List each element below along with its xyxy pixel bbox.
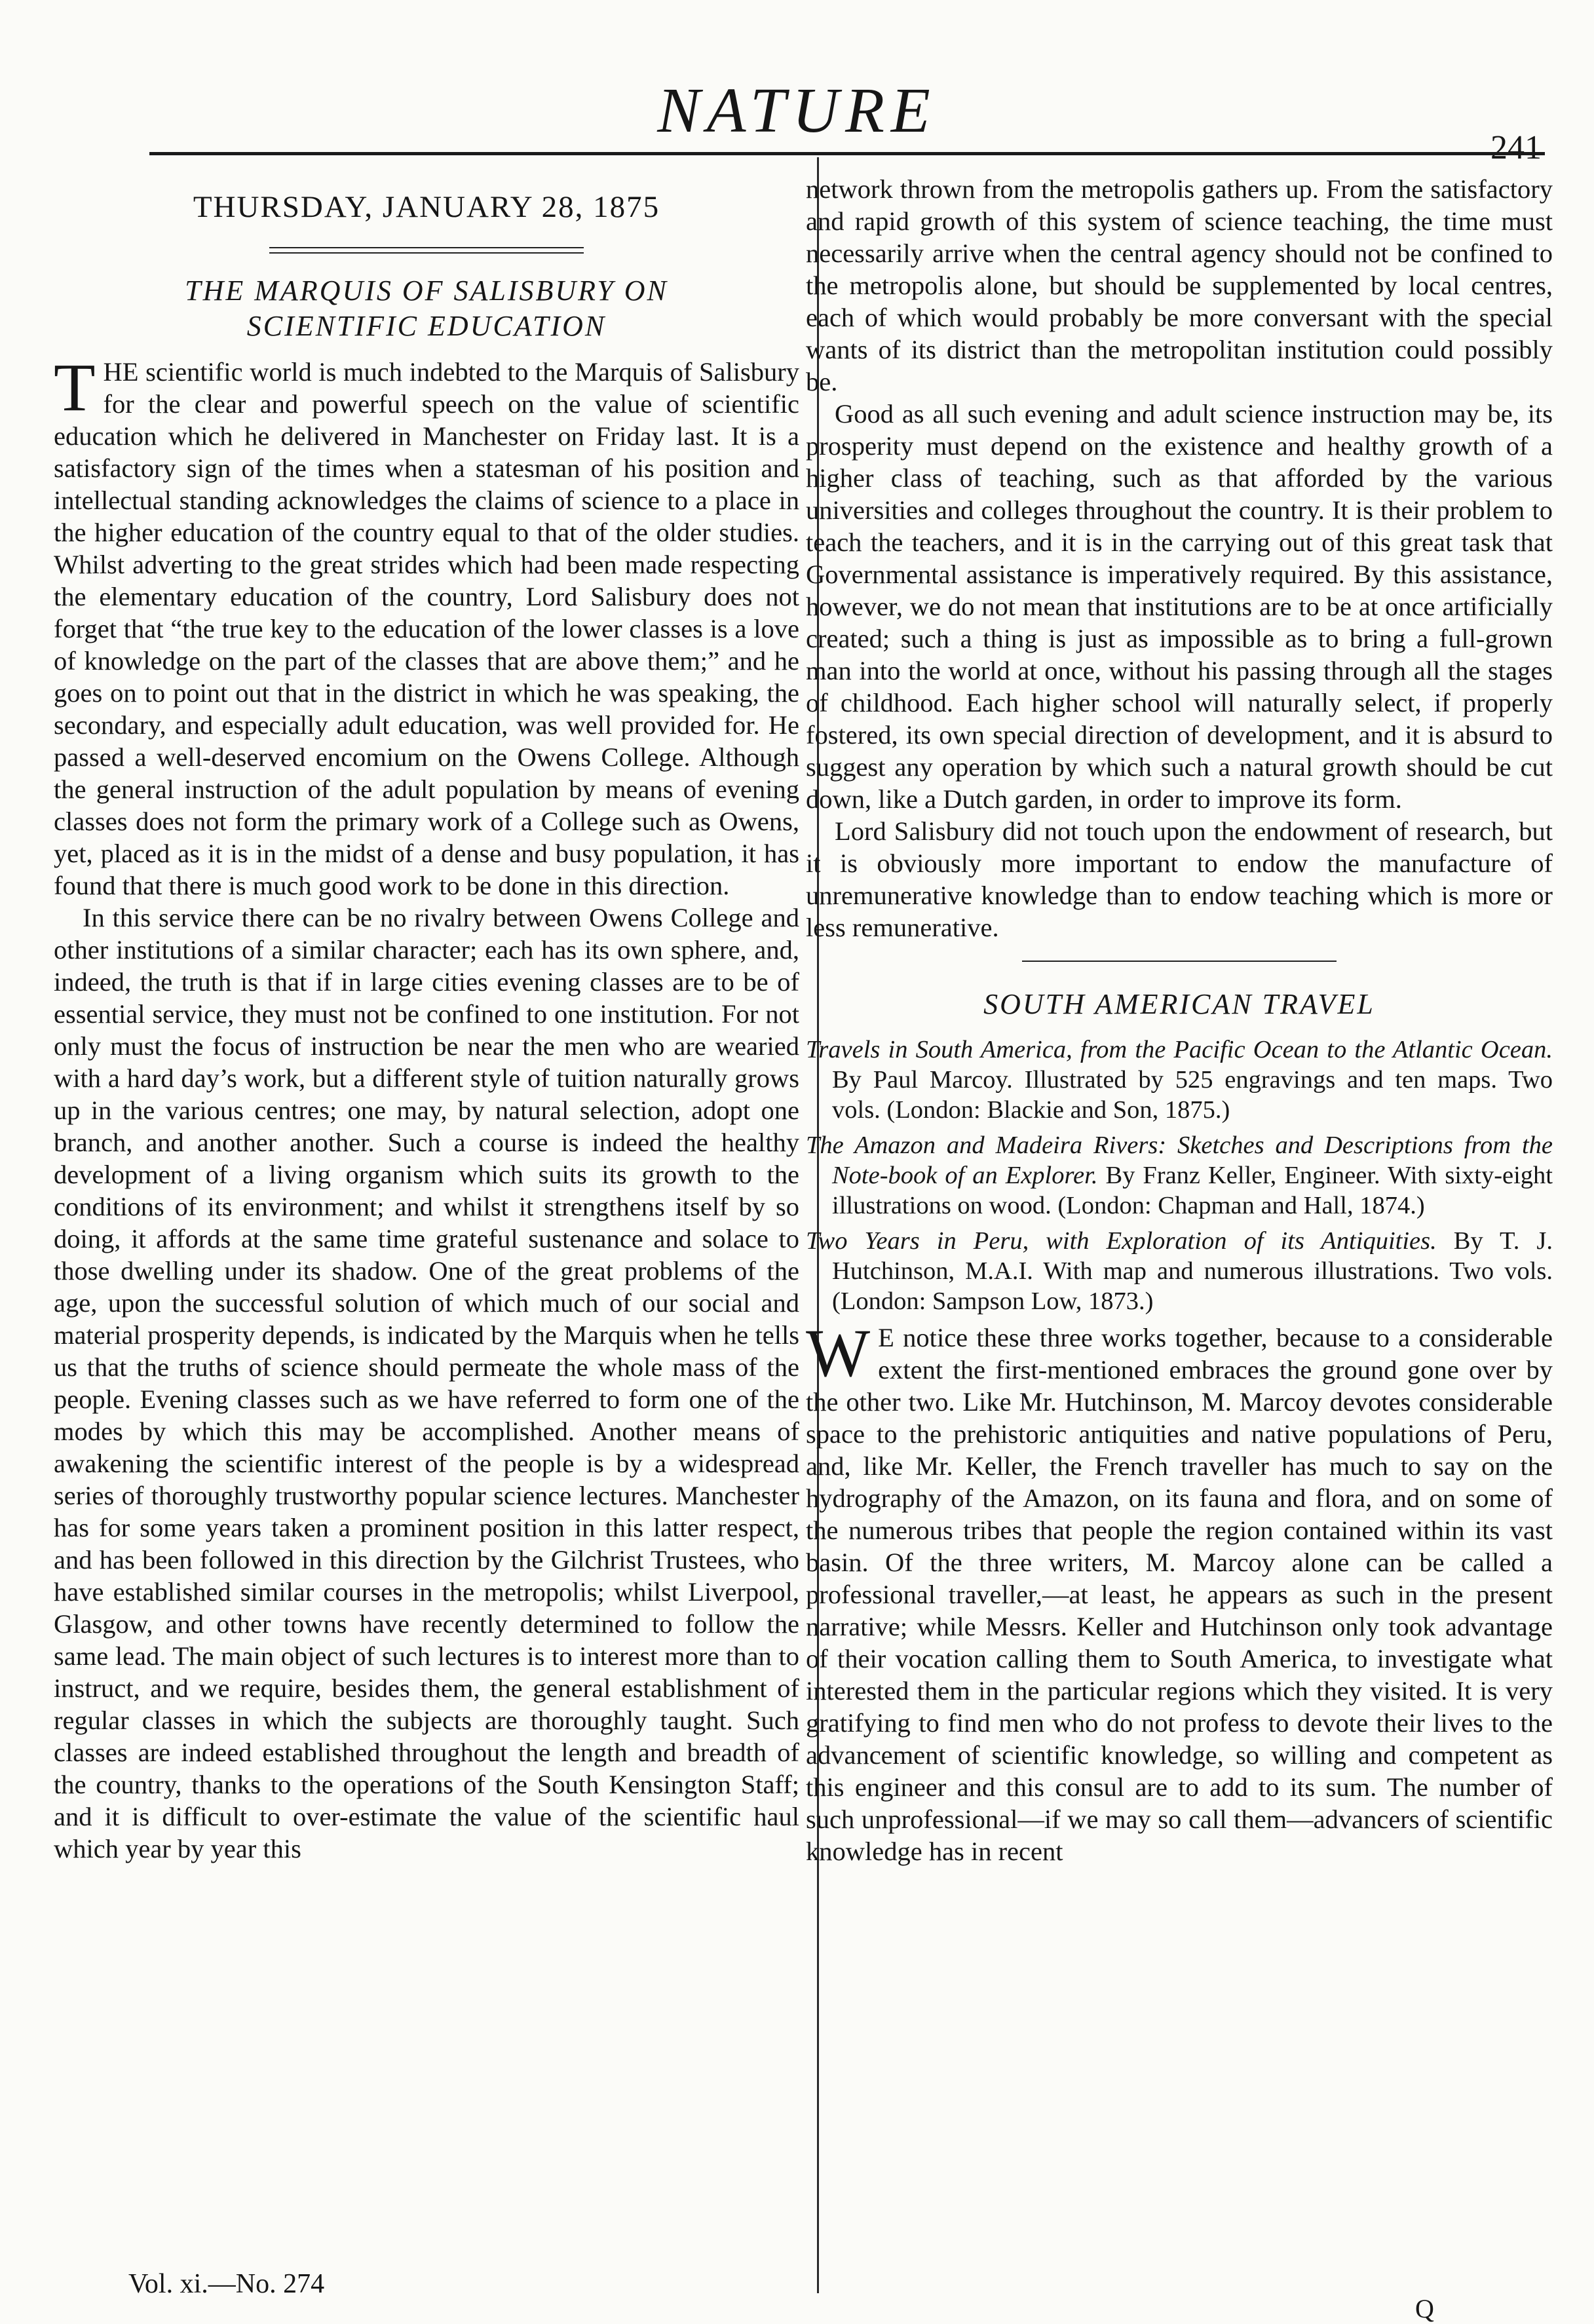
signature-mark: Q: [1415, 2294, 1434, 2323]
review-details: By Paul Marcoy. Illustrated by 525 engravings and ten maps. Two vols. (London: Blackie and Son, 1875.): [832, 1066, 1553, 1124]
article-paragraph-3: network thrown from the metropolis gathers up. From the satisfactory and rapid growth of this system of science teaching, the time must necessarily arrive when the central agency should not be confined to the metropolis alone, but should be supplemented by local centres, each of which would probably be more conversant with the special wants of its district than the metropolitan institution could possibly be.: [806, 174, 1553, 396]
review-title: The Amazon and Madeira Rivers: Sketches and Descriptions from the Note-book of an Explorer.: [806, 1132, 1553, 1189]
section-title: SOUTH AMERICAN TRAVEL: [983, 988, 1375, 1020]
masthead: NATURE: [657, 75, 937, 146]
review-details: By Franz Keller, Engineer. With sixty-eight illustrations on wood. (London: Chapman and Hall, 1874.): [832, 1162, 1553, 1219]
review-paragraph-1: [806, 1316, 1553, 1867]
paragraph-text: HE scientific world is much indebted to the Marquis of Salisbury for the clear and powerful speech on the value of scientific education which he delivered in Manchester on Friday last. It is a satisfactory sign of the times when a statesman of his position and intellectual standing acknowledges the claims of science to a place in the higher education of the country equal to that of the older studies. Whilst adverting to the great strides which had been made respecting the elementary education of the country, Lord Salisbury does not forget that “the true key to the education of the lower classes is a love of knowledge on the part of the classes that are above them;” and he goes on to point out that in the district in which he was speaking, the secondary, and especially adult education, was well provided for. He passed a well-deserved encomium on the Owens College. Although the general instruction of the adult population by means of evening classes does not form the primary work of a College such as Owens, yet, placed as it is in the midst of a dense and busy population, it has found that there is much good work to be done in this direction.: [54, 357, 799, 900]
review-title: Two Years in Peru, with Exploration of its Antiquities.: [806, 1227, 1437, 1255]
article-title-line-2: SCIENTIFIC EDUCATION: [246, 310, 607, 342]
right-column: [806, 173, 1553, 1867]
article-title: [54, 273, 799, 344]
volume-number: Vol. xi.—No. 274: [128, 2269, 325, 2299]
article-paragraph-5: Lord Salisbury did not touch upon the endowment of research, but it is obviously more important to endow the manufacture of unremunerative knowledge than to endow teaching which is more or less remunerative.: [806, 816, 1553, 942]
article-title-line-1: THE MARQUIS OF SALISBURY ON: [185, 275, 668, 307]
article-paragraph-1: [54, 350, 799, 902]
issue-date: THURSDAY, JANUARY 28, 1875: [193, 190, 660, 224]
header-rule: [149, 152, 1545, 155]
review-citation: [806, 1226, 1553, 1316]
left-column: [54, 173, 799, 1865]
date-rule: [269, 247, 584, 254]
review-title: Travels in South America, from the Pacific Ocean to the Atlantic Ocean.: [806, 1036, 1553, 1063]
section-rule: [1022, 961, 1337, 962]
review-citation: [806, 1035, 1553, 1125]
drop-cap: T: [54, 350, 96, 425]
page-number: 241: [1490, 129, 1542, 166]
review-details: By T. J. Hutchinson, M.A.I. With map and numerous illustrations. Two vols. (London: Sampson Low, 1873.): [832, 1227, 1553, 1315]
drop-cap: W: [806, 1316, 871, 1391]
paragraph-text: E notice these three works together, because to a considerable extent the first-mentioned embraces the ground gone over by the other two. Like Mr. Hutchinson, M. Marcoy devotes considerable space to the prehistoric antiquities and native populations of Peru, and, like Mr. Keller, the French traveller has much to say on the hydrography of the Amazon, on its fauna and flora, and on some of the numerous tribes that people the region contained within its vast basin. Of the three writers, M. Marcoy alone can be called a professional traveller,—at least, he appears as such in the present narrative; while Messrs. Keller and Hutchinson only took advantage of their vocation calling them to South America, to investigate what interested them in the particular regions which they visited. It is very gratifying to find men who do not profess to devote their lives to the advancement of scientific knowledge, so willing and competent as this engineer and this consul are to add to its sum. The number of such unprofessional—if we may so call them—advancers of scientific knowledge has in recent: [806, 1323, 1553, 1866]
article-paragraph-2: In this service there can be no rivalry between Owens College and other institutions of a similar character; each has its own sphere, and, indeed, the truth is that if in large cities evening classes are to be of essential service, they must not be confined to one institution. For not only must the focus of instruction be near the men who are wearied with a hard day’s work, but a different style of tuition naturally grows up in the various centres; one may, by natural selection, adopt one branch, and another another. Such a course is indeed the healthy development of a living organism which suits its growth to the conditions of its environment; and whilst it strengthens itself by so doing, it affords at the same time grateful sustenance and solace to those dwelling under its shadow. One of the great problems of the age, upon the successful solution of which much of our social and material prosperity depends, is indicated by the Marquis when he tells us that the truths of science should permeate the whole mass of the people. Evening classes such as we have referred to form one of the modes by which this may be accomplished. Another means of awakening the scientific interest of the people is by a widespread series of thoroughly trustworthy popular science lectures. Manchester has for some years taken a prominent position in this latter respect, and has been followed in this direction by the Gilchrist Trustees, who have established similar courses in the metropolis; whilst Liverpool, Glasgow, and other towns have recently determined to follow the same lead. The main object of such lectures is to interest more than to instruct, and we require, besides them, the general establishment of regular classes in which the subjects are thoroughly taught. Such classes are indeed established throughout the length and breadth of the country, thanks to the operations of the South Kensington Staff; and it is difficult to over-estimate the value of the scientific haul which year by year this: [54, 903, 799, 1863]
review-citation: [806, 1130, 1553, 1221]
article-paragraph-4: Good as all such evening and adult science instruction may be, its prosperity must depend on the existence and healthy growth of a higher class of teaching, such as that afforded by the various universities and colleges throughout the country. It is their problem to teach the teachers, and it is in the carrying out of this great task that Governmental assistance is imperatively required. By this assistance, however, we do not mean that institutions are to be at once artificially created; such a thing is just as impossible as to bring a full-grown man into the world at once, without his passing through all the stages of childhood. Each higher school will naturally select, if properly fostered, its own special direction of development, and it is absurd to suggest any operation by which such a natural growth should be cut down, like a Dutch garden, in order to improve its form.: [806, 399, 1553, 814]
